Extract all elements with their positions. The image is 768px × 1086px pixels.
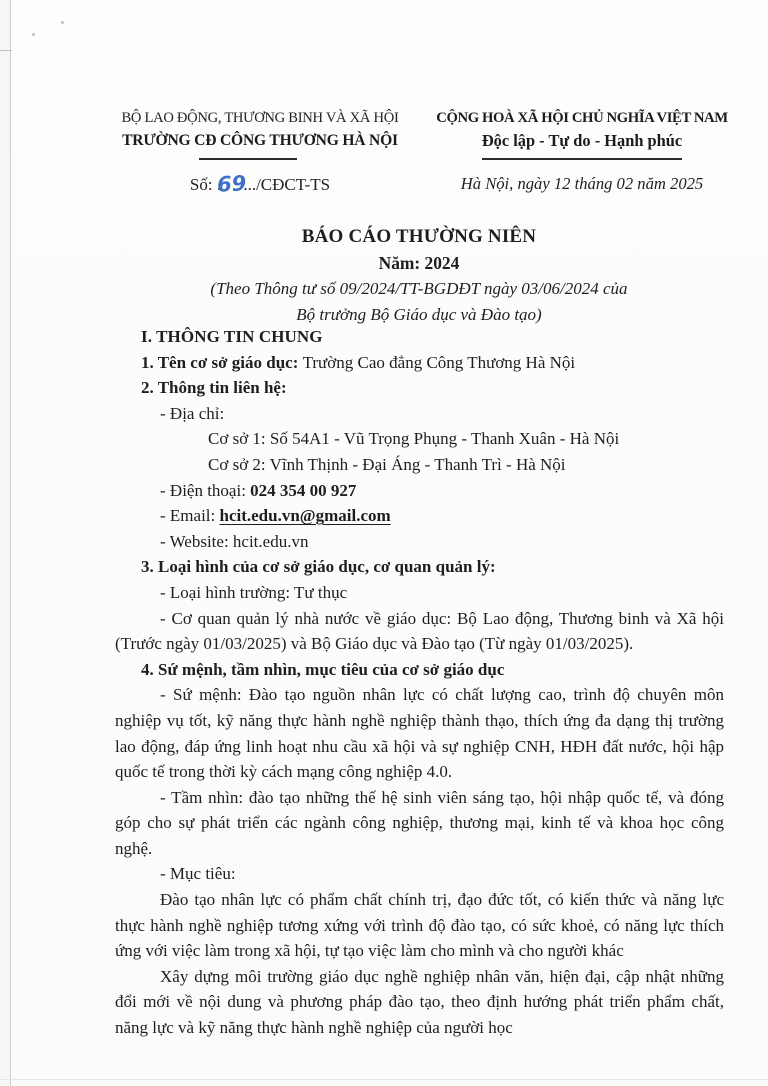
scan-speck — [32, 33, 35, 36]
campus-1-address: Cơ sở 1: Số 54A1 - Vũ Trọng Phụng - Thanh Xuân - Hà Nội — [208, 429, 620, 449]
scan-corner-line — [0, 50, 12, 51]
scan-speck — [61, 21, 64, 24]
phone-line — [115, 478, 724, 504]
address-label-line: - Địa chỉ: — [160, 403, 225, 423]
school-name-label: 1. Tên cơ sở giáo dục: — [141, 352, 303, 372]
doc-number-dots: ... — [243, 175, 257, 194]
handwritten-doc-number: 69 — [216, 171, 247, 197]
email-label: - Email: — [160, 506, 220, 526]
doc-number-line — [58, 173, 462, 197]
governing-authority-paragraph: - Cơ quan quản lý nhà nước về giáo dục: Bộ Lao động, Thương binh và Xã hội (Trước ngày 01/03/2025) và Bộ Giáo dục và Đào tạo (Từ ngày 01/03/2025). — [115, 608, 724, 654]
school-type-heading: 3. Loại hình của cơ sở giáo dục, cơ quan quản lý: — [141, 557, 496, 577]
doc-number-prefix: Số: . — [189, 175, 222, 194]
phone-label: - Điện thoại: — [160, 480, 251, 500]
school-name-value: Trường Cao đẳng Công Thương Hà Nội — [302, 352, 576, 372]
place-date-line: Hà Nội, ngày 12 tháng 02 năm 2025 — [460, 174, 704, 193]
objective-paragraph-1: Đào tạo nhân lực có phẩm chất chính trị, đạo đức tốt, có kiến thức và năng lực thực hành nghề nghiệp tương xứng với trình độ đào tạo, có sức khoẻ, có năng lực thích ứng với việc làm trong xã hội, tự tạo việc làm cho mình và cho người khác — [115, 890, 724, 961]
mission-paragraph: - Sứ mệnh: Đào tạo nguồn nhân lực có chất lượng cao, trình độ chuyên môn nghiệp vụ tốt, kỹ năng thực hành nghề nghiệp thành thạo, thích ứng đa dạng thị trường lao động, đáp ứng linh hoạt nhu cầu xã hội và sự nghiệp CNH, HĐH đất nước, hội hập quốc tế trong thời kỳ cách mạng công nghiệp 4.0. — [115, 685, 724, 782]
vision-paragraph: - Tầm nhìn: đào tạo những thế hệ sinh viên sáng tạo, hội nhập quốc tế, và đóng góp cho sự phát triển các ngành công nghiệp, thương mại, kinh tế và khoa học công nghệ. — [115, 787, 724, 858]
contact-info-heading: 2. Thông tin liên hệ: — [141, 378, 287, 398]
ministry-name: BỘ LAO ĐỘNG, THƯƠNG BINH VÀ XÃ HỘI — [121, 110, 399, 126]
mission-vision-heading: 4. Sứ mệnh, tầm nhìn, mục tiêu của cơ sở giáo dục — [141, 659, 505, 679]
national-motto-line: Độc lập - Tự do - Hạnh phúc — [481, 131, 683, 150]
document-body — [115, 324, 724, 1041]
org-underline-rule — [199, 158, 297, 160]
national-republic-line: CỘNG HOÀ XÃ HỘI CHỦ NGHĨA VIỆT NAM — [436, 110, 728, 126]
doc-number-suffix: /CĐCT-TS — [256, 175, 331, 194]
school-name-line — [115, 350, 724, 376]
scan-bottom-line — [0, 1079, 768, 1080]
motto-underline-rule — [482, 158, 682, 160]
report-title: BÁO CÁO THƯỜNG NIÊN — [301, 226, 537, 247]
school-name: TRƯỜNG CĐ CÔNG THƯƠNG HÀ NỘI — [122, 132, 398, 149]
scan-edge-strip — [0, 0, 10, 1086]
issuing-org-block — [58, 107, 462, 197]
section-1-heading: I. THÔNG TIN CHUNG — [141, 327, 323, 346]
email-address: hcit.edu.vn@gmail.com — [219, 506, 391, 526]
scan-edge-line — [10, 0, 11, 1086]
national-header-block — [424, 107, 740, 196]
document-title-block — [115, 224, 723, 328]
school-type-line: - Loại hình trường: Tư thục — [160, 582, 348, 602]
campus-2-address: Cơ sở 2: Vĩnh Thịnh - Đại Áng - Thanh Trì - Hà Nội — [208, 454, 566, 474]
phone-number: 024 354 00 927 — [250, 480, 357, 500]
report-year: Năm: 2024 — [378, 253, 460, 273]
objective-paragraph-2: Xây dựng môi trường giáo dục nghề nghiệp nhân văn, hiện đại, cập nhật những đổi mới về nội dung và phương pháp đào tạo, theo định hướng phát triển phẩm chất, năng lực và kỹ năng thực hành nghề nghiệp của người học — [115, 966, 724, 1038]
report-subtitle-line1: (Theo Thông tư số 09/2024/TT-BGDĐT ngày 03/06/2024 của — [210, 279, 628, 298]
objective-label-line: - Mục tiêu: — [160, 864, 236, 884]
email-line — [115, 503, 724, 529]
website-line: - Website: hcit.edu.vn — [160, 531, 309, 551]
report-subtitle-line2: Bộ trưởng Bộ Giáo dục và Đào tạo) — [296, 305, 542, 324]
